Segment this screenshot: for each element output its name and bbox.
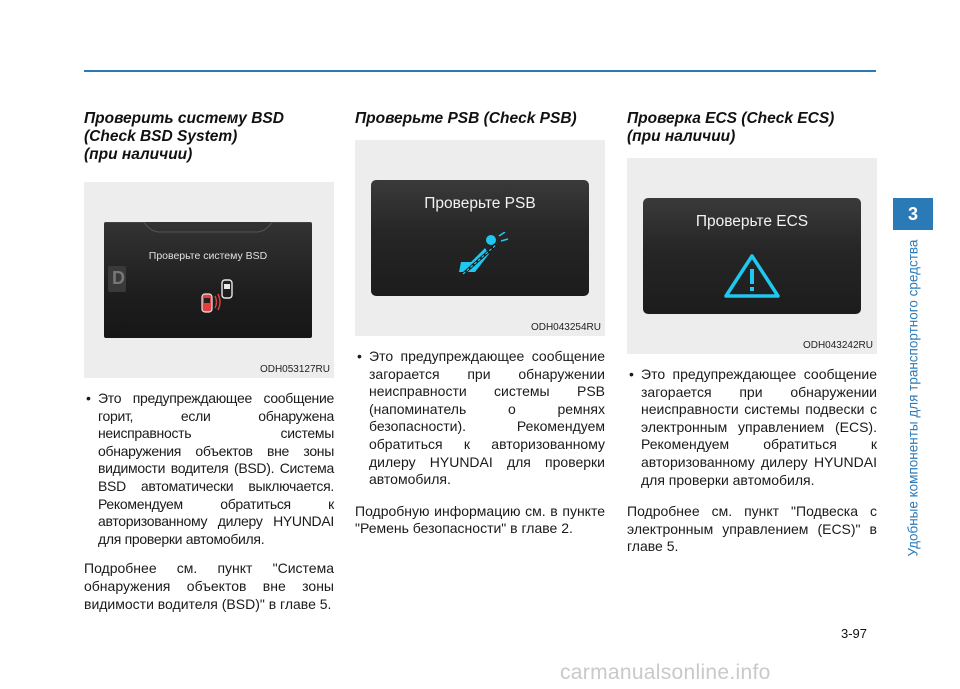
screen-message-psb: Проверьте PSB [424, 195, 536, 212]
section-heading-psb: Проверьте PSB (Check PSB) [355, 110, 577, 127]
chapter-number-badge: 3 [893, 198, 933, 230]
figure-code: ODH043242RU [802, 340, 873, 351]
section-heading-ecs: Проверка ECS (Check ECS) (при наличии) [627, 110, 835, 145]
figure-code: ODH053127RU [259, 364, 330, 375]
seatbelt-warning-icon [453, 232, 513, 282]
screen-message-bsd: Проверьте систему BSD [148, 250, 268, 262]
screen-message-ecs: Проверьте ECS [695, 213, 809, 230]
column-ecs [627, 110, 877, 556]
chapter-title-vertical: Удобные компоненты для транспортного средства [905, 239, 921, 557]
cluster-display-psb [371, 180, 589, 296]
paragraph-reference: Подробную информацию см. в пункте "Ремень безопасности" в главе 2. [355, 502, 605, 537]
bullet-item: • Это предупреждающее сообщение горит, если обнаружена неисправность системы обнаружения объектов вне зоны видимости водителя (BSD). Система BSD автоматически выключается. Рекомендуем обратиться к авторизованному дилеру HYUNDAI для проверки автомобиля. [86, 390, 334, 547]
cluster-display-bsd [104, 222, 312, 338]
top-rule [84, 70, 876, 72]
cluster-display-ecs [643, 198, 861, 314]
section-heading-bsd: Проверить систему BSD (Check BSD System) (при наличии) [84, 110, 284, 163]
car-blind-spot-icon [198, 278, 248, 318]
column-psb [355, 110, 605, 538]
paragraph-reference: Подробнее см. пункт "Подвеска с электронным управлением (ECS)" в главе 5. [627, 503, 877, 555]
figure-code: ODH043254RU [530, 322, 601, 333]
figure-ecs [627, 158, 877, 354]
figure-psb [355, 140, 605, 336]
warning-triangle-icon [722, 252, 782, 300]
page-number: 3-97 [840, 626, 867, 641]
figure-bsd [84, 182, 334, 378]
bullet-item: • Это предупреждающее сообщение загорается при обнаружении неисправности системы подвески с электронным управлением (ECS). Рекомендуем обратиться к авторизованному дилеру HYUNDAI для проверки автомобиля. [629, 366, 877, 488]
bullet-item: • Это предупреждающее сообщение загорается при обнаружении неисправности системы PSB (напоминатель о ремнях безопасности). Рекомендуем обратиться к авторизованному дилеру HYUNDAI для проверки автомобиля. [357, 348, 605, 488]
column-bsd [84, 110, 334, 613]
watermark: carmanualsonline.info [560, 661, 771, 684]
paragraph-reference: Подробнее см. пункт "Система обнаружения объектов вне зоны видимости водителя (BSD)" в главе 5. [84, 560, 334, 612]
gear-indicator: D [112, 268, 125, 288]
